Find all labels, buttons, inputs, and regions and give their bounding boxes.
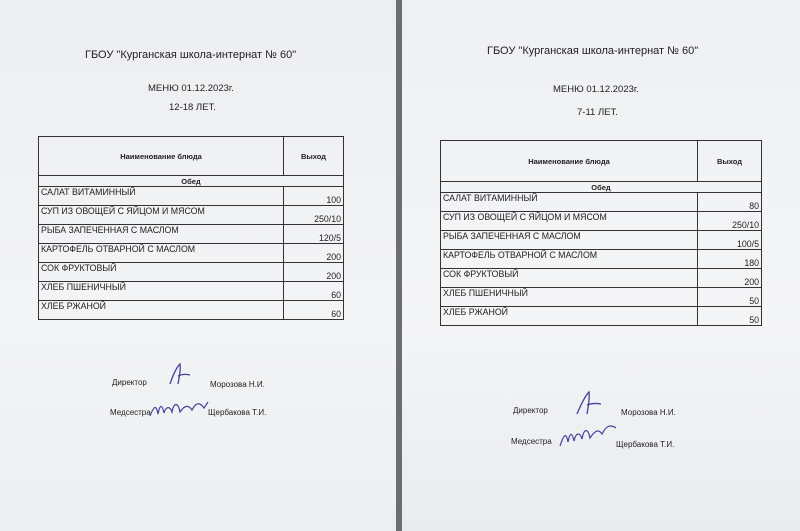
table-row: [39, 206, 344, 225]
nurse-label: Медсестра: [110, 408, 151, 417]
table-row: [441, 231, 762, 250]
dish-name: КАРТОФЕЛЬ ОТВАРНОЙ С МАСЛОМ: [39, 244, 284, 263]
dish-output: 100/5: [698, 231, 762, 250]
director-signature: [574, 390, 606, 418]
dish-name: ХЛЕБ РЖАНОЙ: [441, 307, 698, 326]
dish-name: ХЛЕБ РЖАНОЙ: [39, 301, 284, 320]
table-row: [441, 307, 762, 326]
dish-output: 60: [284, 301, 344, 320]
dish-name: ХЛЕБ ПШЕНИЧНЫЙ: [39, 282, 284, 301]
table-row: [39, 301, 344, 320]
dish-output: 80: [698, 193, 762, 212]
menu-sheet-7-11: [402, 0, 800, 531]
dish-name: ХЛЕБ ПШЕНИЧНЫЙ: [441, 288, 698, 307]
dish-name: РЫБА ЗАПЕЧЕННАЯ С МАСЛОМ: [441, 231, 698, 250]
col-header-output: Выход: [284, 137, 344, 176]
table-row: [441, 269, 762, 288]
table-row: [39, 244, 344, 263]
school-title: ГБОУ "Курганская школа-интернат № 60": [487, 45, 699, 57]
dish-name: РЫБА ЗАПЕЧЕННАЯ С МАСЛОМ: [39, 225, 284, 244]
table-row: [39, 225, 344, 244]
menu-table: [440, 140, 762, 326]
dish-name: САЛАТ ВИТАМИННЫЙ: [39, 187, 284, 206]
dish-output: 100: [284, 187, 344, 206]
director-name: Морозова Н.И.: [210, 380, 265, 389]
dish-name: КАРТОФЕЛЬ ОТВАРНОЙ С МАСЛОМ: [441, 250, 698, 269]
school-title: ГБОУ "Курганская школа-интернат № 60": [85, 49, 297, 61]
age-group: 12-18 ЛЕТ.: [169, 102, 216, 113]
dish-output: 50: [698, 288, 762, 307]
nurse-label: Медсестра: [511, 437, 552, 446]
director-label: Директор: [513, 406, 548, 415]
dish-output: 250/10: [284, 206, 344, 225]
director-label: Директор: [112, 378, 147, 387]
table-row: [39, 263, 344, 282]
table-row: [39, 282, 344, 301]
table-row: [39, 187, 344, 206]
nurse-signature: [558, 422, 620, 450]
dish-output: 200: [284, 263, 344, 282]
dish-name: СУП ИЗ ОВОЩЕЙ С ЯЙЦОМ И МЯСОМ: [441, 212, 698, 231]
director-signature: [166, 362, 196, 388]
dish-output: 60: [284, 282, 344, 301]
table-row: [441, 212, 762, 231]
dish-output: 200: [284, 244, 344, 263]
nurse-name: Щербакова Т.И.: [208, 408, 267, 417]
age-group: 7-11 ЛЕТ.: [577, 107, 618, 118]
dish-output: 50: [698, 307, 762, 326]
dish-output: 200: [698, 269, 762, 288]
dish-output: 250/10: [698, 212, 762, 231]
section-label: Обед: [39, 176, 344, 187]
director-name: Морозова Н.И.: [621, 408, 676, 417]
menu-table: [38, 136, 344, 320]
table-row: [441, 250, 762, 269]
table-row: [441, 288, 762, 307]
menu-sheet-12-18: [0, 0, 396, 531]
nurse-signature: [148, 398, 210, 422]
menu-date: МЕНЮ 01.12.2023г.: [553, 84, 639, 95]
col-header-name: Наименование блюда: [441, 141, 698, 182]
table-row: [441, 193, 762, 212]
dish-output: 180: [698, 250, 762, 269]
menu-date: МЕНЮ 01.12.2023г.: [148, 83, 234, 94]
dish-name: СОК ФРУКТОВЫЙ: [39, 263, 284, 282]
col-header-output: Выход: [698, 141, 762, 182]
dish-name: САЛАТ ВИТАМИННЫЙ: [441, 193, 698, 212]
dish-name: СОК ФРУКТОВЫЙ: [441, 269, 698, 288]
dish-name: СУП ИЗ ОВОЩЕЙ С ЯЙЦОМ И МЯСОМ: [39, 206, 284, 225]
col-header-name: Наименование блюда: [39, 137, 284, 176]
nurse-name: Щербакова Т.И.: [616, 440, 675, 449]
dish-output: 120/5: [284, 225, 344, 244]
section-label: Обед: [441, 182, 762, 193]
